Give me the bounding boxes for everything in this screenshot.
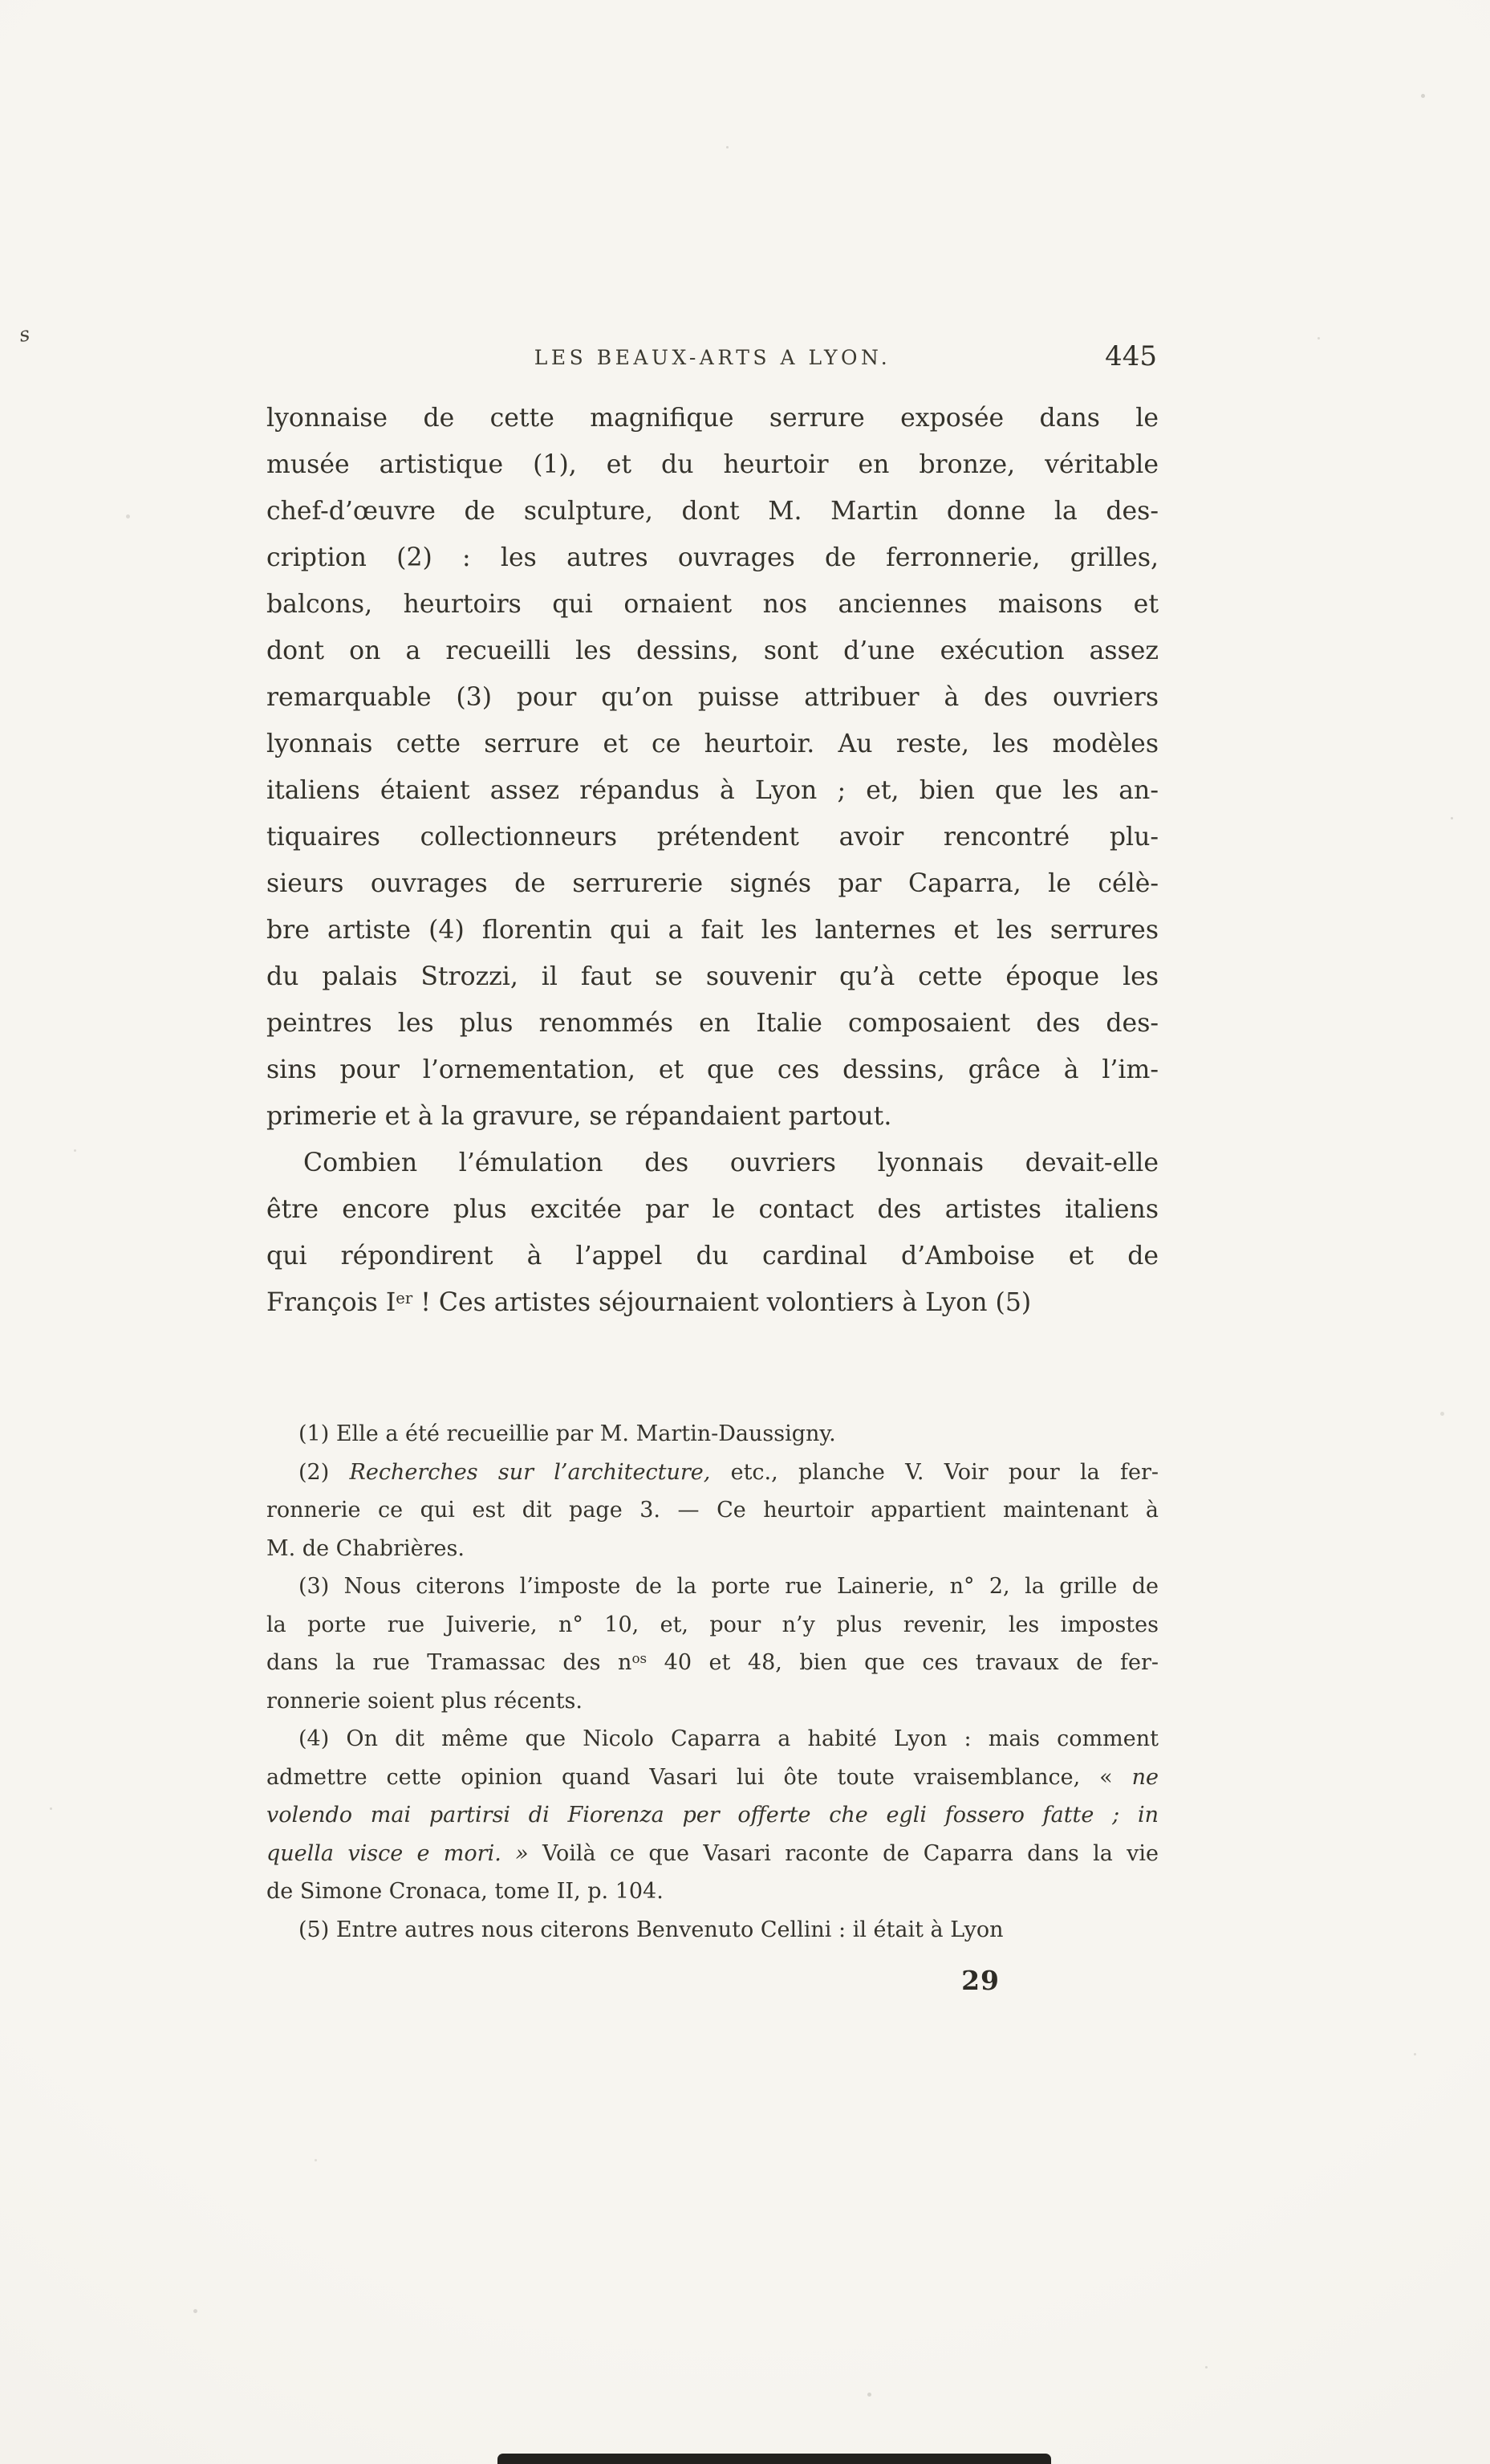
text-segment: Voilà ce que Vasari raconte de Caparra dans la vie <box>528 1840 1159 1866</box>
text-segment: cription (2) : les autres ouvrages de ferronnerie, grilles, <box>266 543 1159 572</box>
text-segment: tiquaires collectionneurs prétendent avoir rencontré plu- <box>266 823 1159 852</box>
footnote-line <box>266 1720 1159 1759</box>
footnote-line <box>266 1759 1159 1797</box>
text-segment: bre artiste (4) florentin qui a fait les lanternes et les serrures <box>266 916 1159 945</box>
text-segment: ! Ces artistes séjournaient volontiers à Lyon (5) <box>412 1288 1032 1317</box>
footnote-line <box>266 1567 1159 1606</box>
text-segment: (4) On dit même que Nicolo Caparra a habité Lyon : mais comment <box>298 1726 1159 1751</box>
text-segment: (5) Entre autres nous citerons Benvenuto Cellini : il était à Lyon <box>298 1917 1004 1942</box>
text-segment: sins pour l’ornementation, et que ces dessins, grâce à l’im- <box>266 1055 1159 1084</box>
body-text-line <box>266 860 1159 907</box>
body-text-line <box>266 907 1159 953</box>
superscript-text: er <box>396 1289 413 1308</box>
text-segment: la porte rue Juiverie, n° 10, et, pour n’y plus revenir, les impostes <box>266 1612 1159 1637</box>
text-segment: lyonnais cette serrure et ce heurtoir. Au reste, les modèles <box>266 730 1159 758</box>
body-text-line <box>266 953 1159 1000</box>
footnote-line <box>266 1872 1159 1911</box>
text-segment: Combien l’émulation des ouvriers lyonnais devait-elle <box>303 1149 1159 1177</box>
body-text-line <box>266 628 1159 674</box>
footnote-line <box>266 1796 1159 1835</box>
text-segment: primerie et à la gravure, se répandaient partout. <box>266 1102 892 1131</box>
body-text-line <box>266 721 1159 767</box>
margin-mark: s <box>17 322 32 347</box>
text-segment: qui répondirent à l’appel du cardinal d’Amboise et de <box>266 1242 1159 1271</box>
text-segment: chef-d’œuvre de sculpture, dont M. Martin donne la des- <box>266 497 1159 526</box>
signature-number: 29 <box>961 1965 1000 1996</box>
text-segment: dans la rue Tramassac des n <box>266 1650 632 1675</box>
footnotes-block <box>266 1415 1159 1949</box>
body-text-line <box>266 814 1159 860</box>
text-segment: musée artistique (1), et du heurtoir en bronze, véritable <box>266 450 1159 479</box>
text-segment: etc., planche V. Voir pour la fer- <box>710 1459 1159 1485</box>
text-segment: italiens étaient assez répandus à Lyon ; et, bien que les an- <box>266 776 1159 805</box>
running-title: LES BEAUX-ARTS A LYON. <box>534 346 891 369</box>
footnote-line <box>266 1644 1159 1682</box>
italic-text: ne <box>1131 1764 1159 1790</box>
body-text-line <box>266 1000 1159 1047</box>
page-header <box>266 340 1159 379</box>
footnote-line <box>266 1682 1159 1721</box>
text-segment: lyonnaise de cette magnifique serrure exposée dans le <box>266 404 1159 433</box>
body-text-line <box>266 1093 1159 1140</box>
text-segment: M. de Chabrières. <box>266 1535 465 1561</box>
body-text-line <box>266 767 1159 814</box>
body-text-line <box>266 581 1159 628</box>
text-segment: admettre cette opinion quand Vasari lui ôte toute vraisemblance, « <box>266 1764 1132 1790</box>
scan-edge-artifact <box>497 2454 1051 2464</box>
text-segment: remarquable (3) pour qu’on puisse attribuer à des ouvriers <box>266 683 1159 712</box>
body-text-line <box>266 674 1159 721</box>
body-text-line <box>266 535 1159 581</box>
text-segment: balcons, heurtoirs qui ornaient nos anciennes maisons et <box>266 590 1159 619</box>
footnote-line <box>266 1415 1159 1454</box>
noise-specks <box>0 0 2 2</box>
page-number: 445 <box>1105 340 1157 372</box>
body-text-line <box>266 488 1159 535</box>
text-segment: 40 et 48, bien que ces travaux de fer- <box>647 1650 1159 1675</box>
body-text-line <box>266 1140 1159 1186</box>
body-text-line <box>266 1279 1159 1326</box>
text-segment: ronnerie ce qui est dit page 3. — Ce heurtoir appartient maintenant à <box>266 1498 1159 1523</box>
footnote-line <box>266 1835 1159 1873</box>
text-segment: sieurs ouvrages de serrurerie signés par Caparra, le célè- <box>266 869 1159 898</box>
footnote-line <box>266 1530 1159 1568</box>
text-segment: (1) Elle a été recueillie par M. Martin-Daussigny. <box>298 1421 836 1446</box>
text-segment: peintres les plus renommés en Italie composaient des des- <box>266 1009 1159 1038</box>
text-segment: François I <box>266 1288 396 1317</box>
text-segment: être encore plus excitée par le contact des artistes italiens <box>266 1195 1159 1224</box>
italic-text: quella visce e mori. » <box>266 1840 529 1866</box>
text-segment: (2) <box>298 1459 350 1485</box>
body-text-line <box>266 395 1159 441</box>
main-text-block <box>266 395 1159 1326</box>
text-segment: ronnerie soient plus récents. <box>266 1688 583 1714</box>
text-segment: du palais Strozzi, il faut se souvenir qu’à cette époque les <box>266 962 1159 991</box>
body-text-line <box>266 1233 1159 1279</box>
body-text-line <box>266 441 1159 488</box>
text-segment: dont on a recueilli les dessins, sont d’une exécution assez <box>266 636 1159 665</box>
italic-text: Recherches sur l’architecture, <box>349 1459 711 1485</box>
body-text-line <box>266 1047 1159 1093</box>
text-segment: (3) Nous citerons l’imposte de la porte rue Lainerie, n° 2, la grille de <box>298 1574 1159 1599</box>
italic-text: volendo mai partirsi di Fiorenza per offerte che egli fossero fatte ; in <box>266 1803 1159 1828</box>
text-segment: de Simone Cronaca, tome II, p. 104. <box>266 1879 664 1904</box>
footnote-line <box>266 1606 1159 1645</box>
footnote-line <box>266 1491 1159 1530</box>
footnote-line <box>266 1454 1159 1492</box>
superscript-text: os <box>631 1650 648 1667</box>
body-text-line <box>266 1186 1159 1233</box>
footnote-line <box>266 1911 1159 1950</box>
